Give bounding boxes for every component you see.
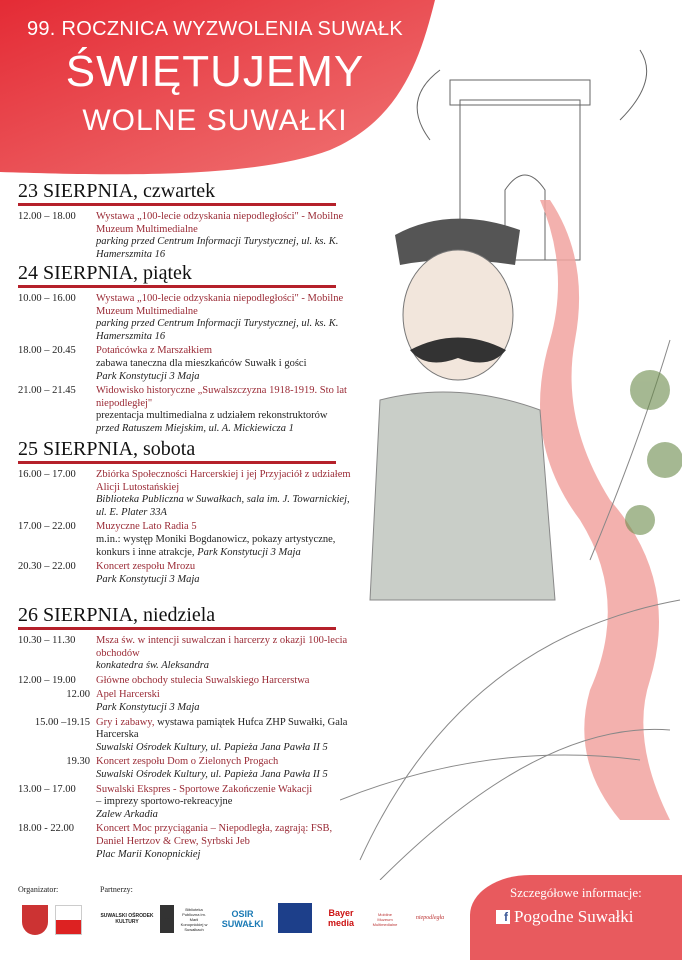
event-item [18,675,353,688]
event-title: Wystawa „100-lecie odzyskania niepodległości" - Mobilne Muzeum Multimedialne [96,293,344,317]
partner-logo-sok: SUWALSKI OŚRODEK KULTURY [100,913,154,925]
event-time: 10.30 – 11.30 [18,635,76,646]
partner-logo-harcerstwo [278,903,312,933]
main-title: ŚWIĘTUJEMY [65,47,365,96]
day-section-26 [18,604,353,861]
event-title: Msza św. w intencji suwalczan i harcerzy z okazji 100-lecia obchodów [96,635,348,659]
event-place: Park Konstytucji 3 Maja [197,546,301,558]
event-desc: zabawa taneczna dla mieszkańców Suwałk i gości [96,357,307,369]
event-place: Park Konstytucji 3 Maja [96,573,200,585]
event-title: Apel Harcerski [96,689,160,701]
event-time: 18.00 – 20.45 [18,345,76,357]
event-title: Koncert zespołu Dom o Zielonych Progach [96,756,279,768]
event-item [18,635,353,673]
event-time: 15.00 –19.15 [34,716,90,728]
event-title: Potańcówka z Marszałkiem [96,345,213,357]
event-item [18,211,353,261]
event-item [18,784,353,822]
event-item [18,521,353,559]
subtitle: WOLNE SUWAŁKI [82,104,348,137]
event-time: 19.30 [66,756,90,768]
event-time: 12.00 [66,689,90,701]
event-place: Plac Marii Konopnickiej [96,848,201,860]
event-place: parking przed Centrum Informacji Turystycznej, ul. ks. K. Hamerszmita 16 [96,318,339,342]
event-time: 16.00 – 17.00 [18,469,76,480]
event-desc: wystawa pamiątek Hufca ZHP Suwałki, Gala Harcerska [96,716,348,741]
partner-logo-niepodlegla: niepodległa [415,915,445,921]
anniversary-heading: 99. ROCZNICA WYZWOLENIA SUWAŁK [26,18,404,40]
event-place: Biblioteka Publiczna w Suwałkach, sala im. J. Towarnickiej, ul. E. Plater 33A [96,494,350,518]
event-item [18,385,353,435]
suwalki-coat-of-arms-logo [22,905,48,935]
partners-label: Partnerzy: [100,885,133,894]
event-time: 17.00 – 22.00 [18,521,76,533]
event-title: Muzyczne Lato Radia 5 [96,521,197,533]
event-title: Koncert Moc przyciągania – Niepodległa, zagrają: FSB, Daniel Hertzov & Crew, Syrbski Jeb [96,823,333,847]
event-item [18,561,353,586]
event-title: Wystawa „100-lecie odzyskania niepodległości" - Mobilne Muzeum Multimedialne [96,211,344,235]
event-time: 10.00 – 16.00 [18,293,76,304]
day-section-25 [18,438,353,586]
organizer-label: Organizator: [18,885,59,894]
event-item [18,756,353,781]
event-title: Gry i zabawy, [96,716,155,728]
day-heading: 24 SIERPNIA, piątek [18,262,336,288]
partner-logo-mobilne-muzeum: Mobilne Muzeum Multimedialne [372,911,398,927]
facebook-icon: f [496,910,510,924]
facebook-page-name[interactable]: Pogodne Suwałki [514,907,634,926]
event-time: 18.00 - 22.00 [18,823,74,835]
event-place: Zalew Arkadia [96,808,158,820]
partner-logo-osir: OSIR SUWAŁKI [221,910,264,928]
event-desc: prezentacja multimedialna z udziałem rekonstruktorów [96,410,328,422]
event-place: Park Konstytucji 3 Maja [96,701,200,713]
partner-logo-museum: Muzeum [160,905,174,933]
day-heading: 26 SIERPNIA, niedziela [18,604,336,630]
event-time: 13.00 – 17.00 [18,783,76,795]
event-time: 20.30 – 22.00 [18,561,76,573]
event-item [18,293,353,343]
event-item [18,823,353,861]
event-time: 12.00 – 19.00 [18,674,76,686]
event-item [18,469,353,519]
event-place: przed Ratuszem Miejskim, ul. A. Mickiewicza 1 [96,422,294,434]
info-label: Szczegółowe informacje: [510,885,642,900]
day-heading: 25 SIERPNIA, sobota [18,438,336,464]
partner-logo-bayer-media: Bayer media [327,908,354,928]
event-place: Suwalski Ośrodek Kultury, ul. Papieża Jana Pawła II 5 [96,768,328,780]
event-place: konkatedra św. Aleksandra [96,660,210,672]
event-title: Widowisko historyczne „Suwalszczyzna 1918-1919. Sto lat niepodległej" [96,385,347,409]
event-time: 12.00 – 18.00 [18,211,76,222]
event-title: Zbiórka Społeczności Harcerskiej i jej Przyjaciół z udziałem Alicji Lutostańskiej [96,469,351,493]
partner-logo-library: Biblioteka Publiczna im. Marii Konopnickiej w Suwałkach [180,906,208,932]
day-heading: 23 SIERPNIA, czwartek [18,180,336,206]
event-desc: m.in.: występ Moniki Bogdanowicz, pokazy artystyczne, konkurs i inne atrakcje, [96,533,336,558]
event-item [18,345,353,383]
event-title: Główne obchody stulecia Suwalskiego Harcerstwa [96,674,310,686]
day-section-24 [18,262,353,436]
info-box [470,875,682,960]
facebook-link[interactable] [496,907,633,927]
event-place: Park Konstytucji 3 Maja [96,370,200,382]
event-item [18,689,353,714]
event-title: Koncert zespołu Mrozu [96,561,196,573]
event-time: 21.00 – 21.45 [18,385,76,397]
event-title: Suwalski Ekspres - Sportowe Zakończenie Wakacji [96,783,313,795]
illustration-pilsudski [340,40,682,880]
event-place: parking przed Centrum Informacji Turystycznej, ul. ks. K. Hamerszmita 16 [96,236,339,260]
event-place: Suwalski Ośrodek Kultury, ul. Papieża Jana Pawła II 5 [96,741,328,753]
event-desc: – imprezy sportowo-rekreacyjne [96,796,233,808]
event-item [18,717,353,755]
day-section-23 [18,180,353,261]
city-logo [55,905,82,935]
